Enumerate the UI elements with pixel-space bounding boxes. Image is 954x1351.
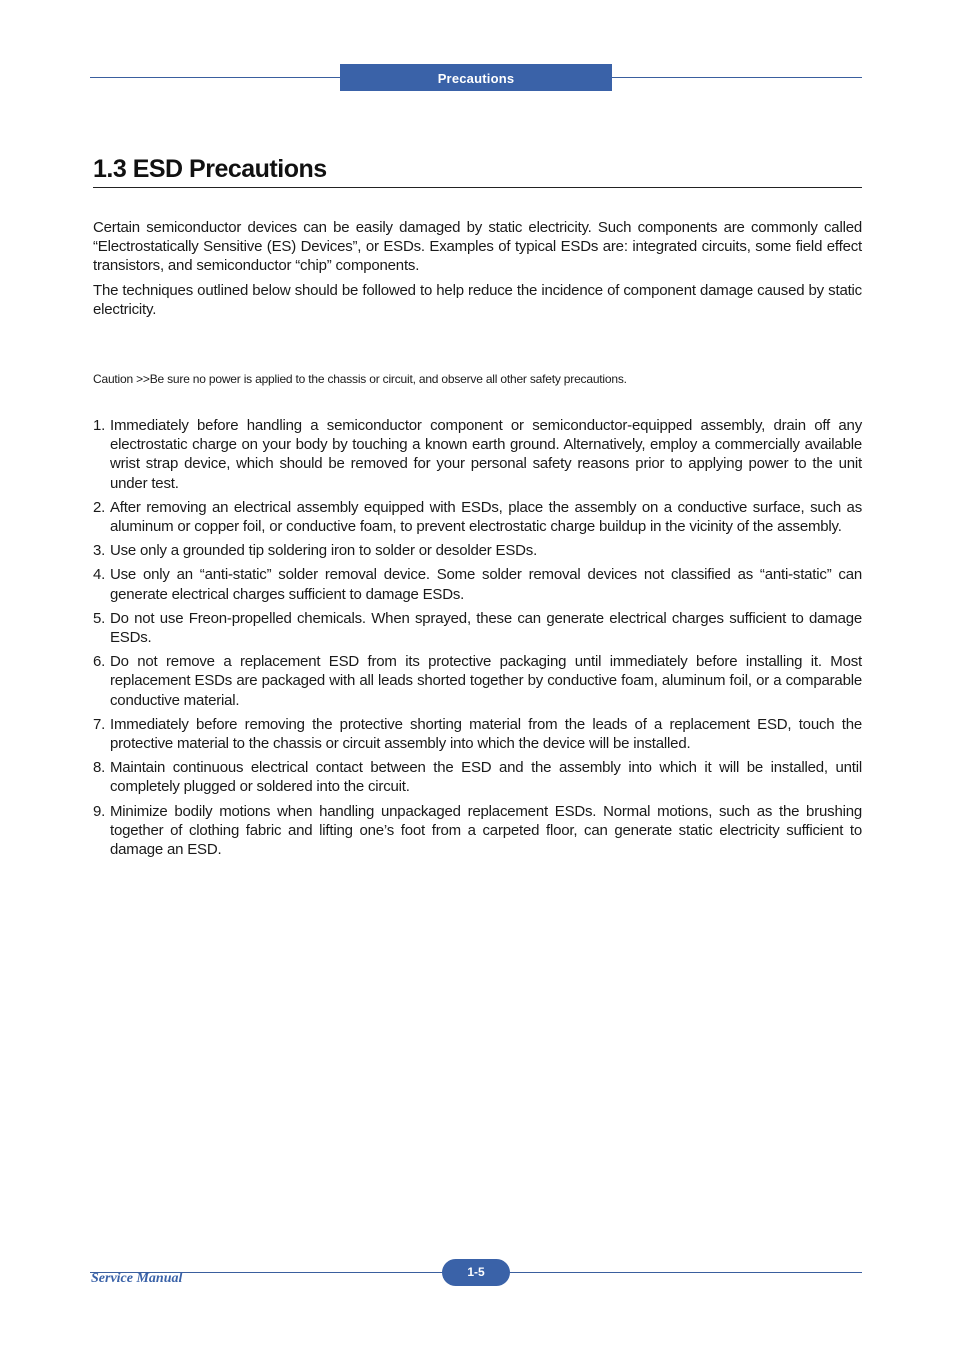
step-text: Immediately before removing the protective shorting material from the leads of a replacement ESD, touch the protective material to the chassis or circuit assembly into which the device will be installed. [110, 715, 862, 753]
step-text: Minimize bodily motions when handling unpackaged replacement ESDs. Normal motions, such as the brushing together of clothing fabric and lifting one’s foot from a carpeted floor, can generate static electricity sufficient to damage an ESD. [110, 802, 862, 859]
list-item [93, 802, 862, 860]
page-title: 1.3 ESD Precautions [93, 155, 327, 183]
step-number: 6. [93, 653, 106, 671]
step-number: 2. [93, 498, 106, 516]
list-item [93, 609, 862, 647]
list-item [93, 498, 862, 536]
list-item [93, 652, 862, 710]
step-text: Maintain continuous electrical contact between the ESD and the assembly into which it will be installed, until completely plugged or soldered into the circuit. [110, 759, 862, 796]
intro-paragraph-1: Certain semiconductor devices can be easily damaged by static electricity. Such components are commonly called “Electrostatically Sensitive (ES) Devices”, or ESDs. Examples of typical ESDs are: integrated circuits, some field effect transistors, and semiconductor “chip” components. [93, 219, 862, 275]
title-underline [93, 187, 862, 188]
footer-manual-label: Service Manual [91, 1271, 183, 1286]
step-number: 7. [93, 715, 106, 733]
step-text: After removing an electrical assembly equipped with ESDs, place the assembly on a conductive surface, such as aluminum or copper foil, or conductive foam, to prevent electrostatic charge buildup in the vicinity of the assembly. [110, 498, 862, 536]
step-number: 1. [93, 417, 106, 434]
precaution-steps-list [93, 416, 862, 864]
intro-block [93, 218, 862, 324]
step-text: Do not remove a replacement ESD from its protective packaging until immediately before installing it. Most replacement ESDs are packaged with all leads shorted together by conductive foam, aluminum foil, or a comparable conductive material. [110, 653, 862, 709]
caution-note: Caution >>Be sure no power is applied to the chassis or circuit, and observe all other safety precautions. [93, 372, 627, 386]
step-number: 9. [93, 802, 106, 820]
step-text: Do not use Freon-propelled chemicals. When sprayed, these can generate electrical charges sufficient to damage ESDs. [110, 609, 862, 647]
list-item [93, 565, 862, 603]
step-number: 8. [93, 759, 106, 777]
list-item [93, 416, 862, 493]
page-number-badge: 1-5 [442, 1259, 510, 1286]
step-text: Immediately before handling a semiconductor component or semiconductor-equipped assembly, drain off any electrostatic charge on your body by touching a known earth ground. Alternatively, employ a commercially available wrist strap device, which should be removed for your personal safety reasons prior to applying power to the unit under test. [110, 417, 862, 492]
step-number: 5. [93, 609, 106, 627]
intro-paragraph-2: The techniques outlined below should be followed to help reduce the incidence of component damage caused by static electricity. [93, 281, 862, 318]
step-text: Use only a grounded tip soldering iron to solder or desolder ESDs. [110, 542, 538, 560]
list-item [93, 541, 862, 560]
step-text: Use only an “anti-static” solder removal device. Some solder removal devices not classified as “anti-static” can generate electrical charges sufficient to damage ESDs. [110, 566, 862, 603]
header-section-tab: Precautions [340, 64, 612, 91]
list-item [93, 758, 862, 796]
list-item [93, 715, 862, 753]
step-number: 3. [93, 542, 106, 560]
step-number: 4. [93, 566, 106, 584]
